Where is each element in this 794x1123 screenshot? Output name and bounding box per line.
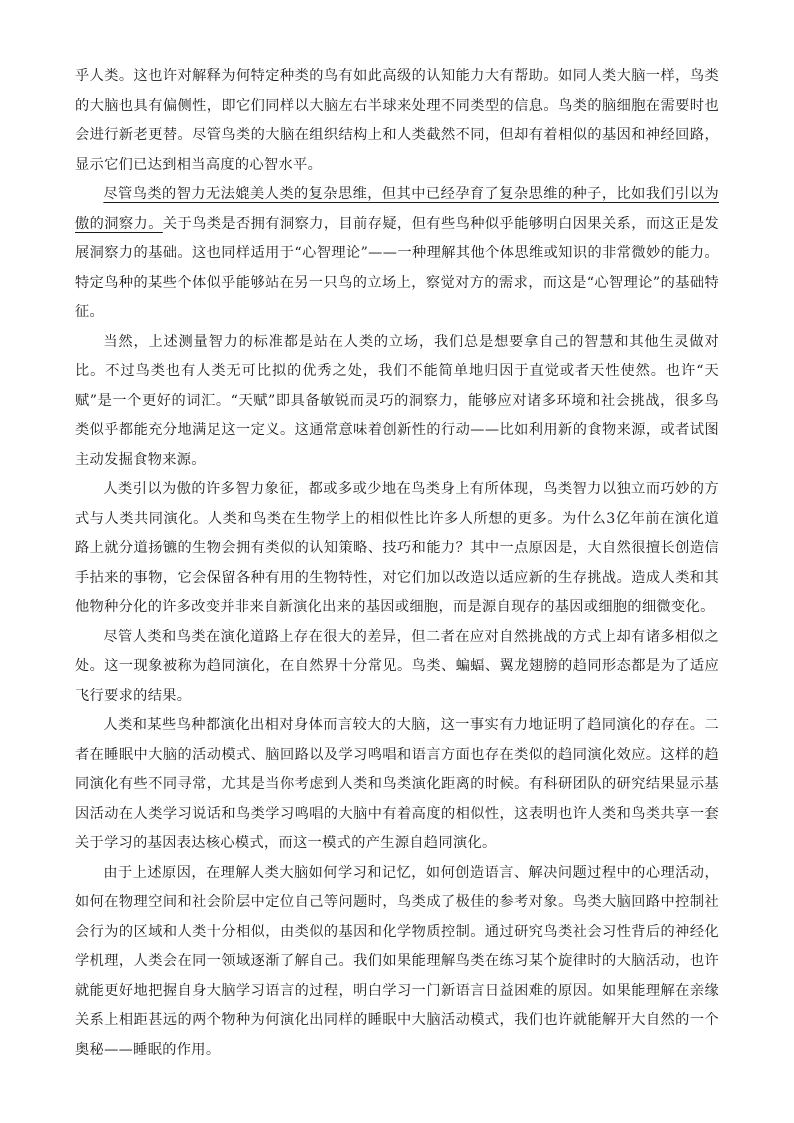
- paragraph-5: [75, 623, 719, 712]
- paragraph-5-text: 尽管人类和鸟类在演化道路上存在很大的差异，但二者在应对自然挑战的方式上却有诸多相似之处。这一现象被称为趋同演化，在自然界十分常见。鸟类、蝙蝠、翼龙翅膀的趋同形态都是为了适应飞行要求的结果。: [75, 628, 719, 704]
- paragraph-3: [75, 328, 719, 476]
- underlined-sentence: 尽管鸟类的智力无法媲美人类的复杂思维，但其中已经孕育了复杂思维的种子，比如我们引以为傲的洞察力。: [75, 186, 719, 232]
- paragraph-4: [75, 475, 719, 623]
- paragraph-2: [75, 180, 719, 328]
- paragraph-3-text: 当然，上述测量智力的标准都是站在人类的立场，我们总是想要拿自己的智慧和其他生灵做对比。不过鸟类也有人类无可比拟的优秀之处，我们不能简单地归因于直觉或者天性使然。也许“天赋”是一个更好的词汇。“天赋”即具备敏锐而灵巧的洞察力，能够应对诸多环境和社会挑战，很多鸟类似乎都能充分地满足这一定义。这通常意味着创新性的行动——比如利用新的食物来源，或者试图主动发掘食物来源。: [75, 333, 719, 468]
- paragraph-6-text: 人类和某些鸟种都演化出相对身体而言较大的大脑，这一事实有力地证明了趋同演化的存在。二者在睡眠中大脑的活动模式、脑回路以及学习鸣唱和语言方面也存在类似的趋同演化效应。这样的趋同演化有些不同寻常，尤其是当你考虑到人类和鸟类演化距离的时候。有科研团队的研究结果显示基因活动在人类学习说话和鸟类学习鸣唱的大脑中有着高度的相似性，这表明也许人类和鸟类共享一套关于学习的基因表达核心模式，而这一模式的产生源自趋同演化。: [75, 717, 719, 851]
- paragraph-6: [75, 711, 719, 859]
- paragraph-7-text: 由于上述原因，在理解人类大脑如何学习和记忆，如何创造语言、解决问题过程中的心理活动，如何在物理空间和社会阶层中定位自己等问题时，鸟类成了极佳的参考对象。鸟类大脑回路中控制社会行为的区域和人类十分相似，由类似的基因和化学物质控制。通过研究鸟类社会习性背后的神经化学机理，人类会在同一领域逐渐了解自己。我们如果能理解鸟类在练习某个旋律时的大脑活动，也许就能更好地把握自身大脑学习语言的过程，明白学习一门新语言日益困难的原因。如果能理解在亲缘关系上相距甚远的两个物种为何演化出同样的睡眠中大脑活动模式，我们也许就能解开大自然的一个奥秘——睡眠的作用。: [75, 864, 719, 1058]
- paragraph-1-text: 乎人类。这也许对解释为何特定种类的鸟有如此高级的认知能力大有帮助。如同人类大脑一样，鸟类的大脑也具有偏侧性，即它们同样以大脑左右半球来处理不同类型的信息。鸟类的脑细胞在需要时也会进行新老更替。尽管鸟类的大脑在组织结构上和人类截然不同，但却有着相似的基因和神经回路，显示它们已达到相当高度的心智水平。: [75, 68, 719, 173]
- paragraph-2-text: 关于鸟类是否拥有洞察力，目前存疑，但有些鸟种似乎能够明白因果关系，而这正是发展洞察力的基础。这也同样适用于“心智理论”——一种理解其他个体思维或知识的非常微妙的能力。特定鸟种的某些个体似乎能够站在另一只鸟的立场上，察觉对方的需求，而这是“心智理论”的基础特征。: [75, 215, 719, 320]
- paragraph-1: [75, 62, 719, 180]
- paragraph-7: [75, 859, 719, 1066]
- document-page: [75, 62, 719, 1065]
- paragraph-4-text: 人类引以为傲的许多智力象征，都或多或少地在鸟类身上有所体现，鸟类智力以独立而巧妙的方式与人类共同演化。人类和鸟类在生物学上的相似性比许多人所想的更多。为什么3亿年前在演化道路上就分道扬镳的生物会拥有类似的认知策略、技巧和能力？其中一点原因是，大自然很擅长创造信手拈来的事物，它会保留各种有用的生物特性，对它们加以改造以适应新的生存挑战。造成人类和其他物种分化的许多改变并非来自新演化出来的基因或细胞，而是源自现存的基因或细胞的细微变化。: [75, 481, 719, 615]
